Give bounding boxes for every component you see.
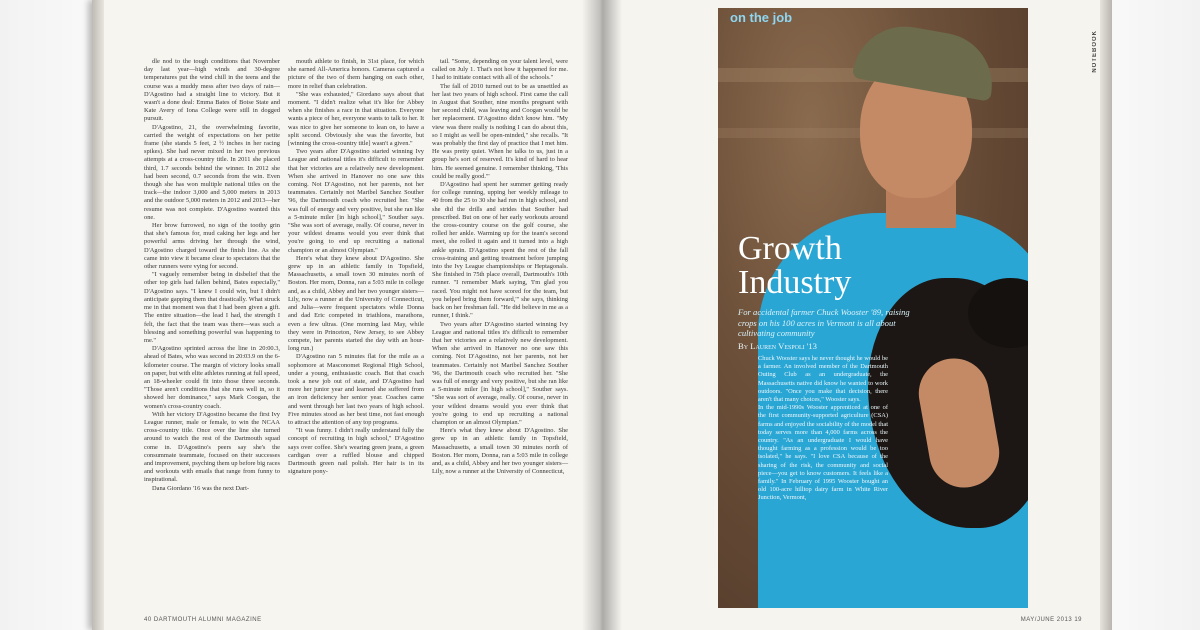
paragraph: D'Agostino ran 5 minutes flat for the mile as a sophomore at Masconomet Regional High School, under a young, enthusiastic coach. But that coach took a new job out of state, and D'Agostino had more her junior year and learned she suffered from an iron deficiency her senior year. Coaches came and went through her last two years of high school. Five minutes stood as her best time, not fast enough to attract the attention of any top programs. <box>288 353 424 426</box>
left-column-2 <box>288 58 424 476</box>
paragraph: Two years after D'Agostino started winning Ivy League and national titles it's difficult to remember that her victories are a relatively new development. When she arrived in Hanover no one saw this coming. Not D'Agostino, not her parents, not her teammates. Certainly not Maribel Sanchez Souther '96, the Dartmouth coach who recruited her. "She was full of energy and very positive, but she ran like a 5-minute miler [in high school]," Souther says. "She was sort of average, really. Of course, never in your wildest dreams would you ever think that you're going to end up recruiting a national champion or an almost Olympian." <box>432 320 568 426</box>
page-footer-right: MAY/JUNE 2013 19 <box>1020 617 1082 623</box>
magazine-spread <box>92 0 1112 630</box>
paragraph: "I vaguely remember being in disbelief that the other top girls had fallen behind, Bates especially," D'Agostino says. "I knew I could win, but I didn't anticipate gapping them that drastically. What struck me in that moment was that I had been given a gift. The entire situation—the lead I had, the strength I felt, the fact that the team was there—was such a blessing and something powerful was happening to me." <box>144 271 280 344</box>
paragraph: Chuck Wooster says he never thought he would be a farmer. An involved member of the Dartmouth Outing Club as an undergraduate, the Massachusetts native did know he wanted to work outdoors. "Once you make that decision, there aren't that many choices," Wooster says. <box>758 355 888 404</box>
paragraph: dle nod to the tough conditions that November day last year—high winds and 30-degree temperatures put the wind chill in the teens and the course was a muddy mess after two days of rain—D'Agostino had a straight line to victory. But it wasn't a done deal: Emma Bates of Boise State and Kate Avery of Iona College were still in dogged pursuit. <box>144 58 280 123</box>
paragraph: Here's what they knew about D'Agostino. She grew up in an athletic family in Topsfield, Massachusetts, a small town 30 minutes north of Boston. Her mom, Donna, ran a 5:03 mile in college and, as a child, Abbey and her two younger sisters—Lily, now a runner at the University of Connecticut, <box>432 427 568 476</box>
article-headline <box>738 232 851 300</box>
section-side-label: NOTEBOOK <box>1092 30 1098 73</box>
headline-line-1: Growth <box>738 230 842 267</box>
paragraph: "It was funny. I didn't really understand fully the concept of recruiting in high school," D'Agostino says over coffee. She's wearing green jeans, a green cardigan over a ruffled blouse and chipped Dartmouth green nail polish. Her hair is in its signature pony- <box>288 427 424 476</box>
headline-line-2: Industry <box>738 264 852 301</box>
left-column-3 <box>432 58 568 476</box>
left-page-edge <box>92 0 104 630</box>
paragraph: D'Agostino had spent her summer getting ready for college running, upping her weekly mileage to 40 from the 25 to 30 she had run in high school, and she did the drills and strides that Souther had prescribed. But on one of her early workouts around the cross-country course on the golf course, she rolled her ankle. Warming up for the team's second meet, she rolled it again and it turned into a high ankle sprain. D'Agostino spent the rest of the fall cross-training and getting treatment before jumping into the Ivy League championships or Heptagonals. She finished in 75th place overall, Dartmouth's 10th runner. "I remember Mark saying, 'I'm glad you raced. You might not have scored for the team, but you helped bring them forward,'" she says, thinking back on her freshman fall. "He did believe in me as a runner, I think." <box>432 181 568 320</box>
byline: By Lauren Vespoli '13 <box>738 340 817 351</box>
paragraph: Dana Giordano '16 was the next Dart- <box>152 484 249 492</box>
paragraph: D'Agostino sprinted across the line in 20:00.3, ahead of Bates, who was second in 20:03.9 on the 6-kilometer course. The margin of victory looks small on paper, but with elite athletes running at full speed, an 18-wheeler could fit into those three seconds. "Those aren't conditions that she runs well in, so it showed her dominance," says Mark Coogan, the women's cross-country coach. <box>144 345 280 410</box>
paragraph: The fall of 2010 turned out to be as unsettled as her last two years of high school. First came the call in August that Souther, nine months pregnant with her second child, was leaving and Coogan would be her replacement. D'Agostino didn't know him. "My view was there really is nothing I can do about this, so I might as well be open-minded," she recalls. "It was probably the first day of practice that I met him. He was pretty quiet. When he talks to us, just in a group he's sort of reserved. It's kind of hard to hear him. He seemed genuine. I remember thinking, 'This could be really good.'" <box>432 82 568 180</box>
left-page <box>92 0 600 630</box>
page-footer-left: 40 DARTMOUTH ALUMNI MAGAZINE <box>144 617 262 623</box>
section-tag: on the job <box>730 10 793 25</box>
paragraph: tail. "Some, depending on your talent level, were called on July 1. That's not how it happened for me. I had to initiate contact with all of the schools." <box>432 58 568 82</box>
paragraph: In the mid-1990s Wooster apprenticed at one of the first community-supported agriculture (CSA) farms and enjoyed the sociability of the model that today serves more than 4,000 farms across the country. "As an undergraduate I would have thought farming as a profession would be too isolated," he says. "I love CSA because of the sharing of the risk, the community and social piece—you get to know customers. It feels like a family." In February of 1995 Wooster bought an old 100-acre hilltop dairy farm in White River Junction, Vermont, <box>758 404 888 502</box>
paragraph: Her brow furrowed, no sign of the toothy grin that she's famous for, mud caking her legs and her powerful arms driving her through the wind, D'Agostino charged toward the finish line. As she came into view it became clear to spectators that the other runners were vying for second. <box>144 222 280 271</box>
deck-text: For accidental farmer Chuck Wooster '89, raising crops on his 100 acres in Vermont is all about cultivating community <box>738 307 910 338</box>
right-page-edge <box>1100 0 1112 630</box>
paragraph: Two years after D'Agostino started winning Ivy League and national titles it's difficult to remember that her victories are a relatively new development. When she arrived in Hanover no one saw this coming. Not D'Agostino, not her parents, not her teammates. Certainly not Maribel Sanchez Souther '96, the Dartmouth coach who recruited her. "She was full of energy and very positive, but she ran like a 5-minute miler [in high school]," Souther says. "She was sort of average, really. Of course, never in your wildest dreams would you ever think that you're going to end up recruiting a national champion or an almost Olympian." <box>288 148 424 254</box>
paragraph: With her victory D'Agostino became the first Ivy League runner, male or female, to win the NCAA cross-country title. Once over the line she turned around to watch the rest of the Dartmouth squad come in. D'Agostino's peers say she's the consummate teammate, focused on their successes and improvement, psyching them up before big races and workouts with emails that range from funny to inspirational. <box>144 410 280 484</box>
paragraph: mouth athlete to finish, in 31st place, for which she earned All-America honors. Cameras captured a picture of the two of them hanging on each other, more in relief than celebration. <box>288 58 424 90</box>
paragraph: Here's what they knew about D'Agostino. She grew up in an athletic family in Topsfield, Massachusetts, a small town 30 minutes north of Boston. Her mom, Donna, ran a 5:03 mile in college and, as a child, Abbey and her two younger sisters—Lily, now a runner at the University of Connecticut, and Julia—were frequent spectators while Donna and dad Eric competed in triathlons, marathons, even a few ultras. (One morning last May, while they were in Princeton, New Jersey, to see Abbey compete, her parents started the day with an hour-long run.) <box>288 254 424 353</box>
right-page <box>600 0 1112 630</box>
article-deck <box>738 307 928 351</box>
left-column-1 <box>144 58 280 493</box>
paragraph: "She was exhausted," Giordano says about that moment. "I didn't realize what it's like for Abbey when she finishes a race in that situation. Everyone wants a piece of her, everyone wants to talk to her. It was nice to give her someone to lean on, to have a split second. Obviously she was the favorite, but [winning the cross-country title] wasn't a given." <box>288 90 424 148</box>
right-body-column <box>758 355 888 503</box>
paragraph: D'Agostino, 21, the overwhelming favorite, carried the weight of expectations on her petite frame (she stands 5 feet, 2 ½ inches in her racing spikes). She had never mixed in her two previous attempts at a cross-country title. In 2011 she placed third, 1.7 seconds behind the winner. In 2012 she had been second, 0.7 seconds from the win. Even though she has won multiple national titles on the track—the indoor 3,000 and 5,000 meters in 2013 and the outdoor 5,000 meters in 2012 and 2013—her resume was not complete. D'Agostino wanted this one. <box>144 123 280 221</box>
